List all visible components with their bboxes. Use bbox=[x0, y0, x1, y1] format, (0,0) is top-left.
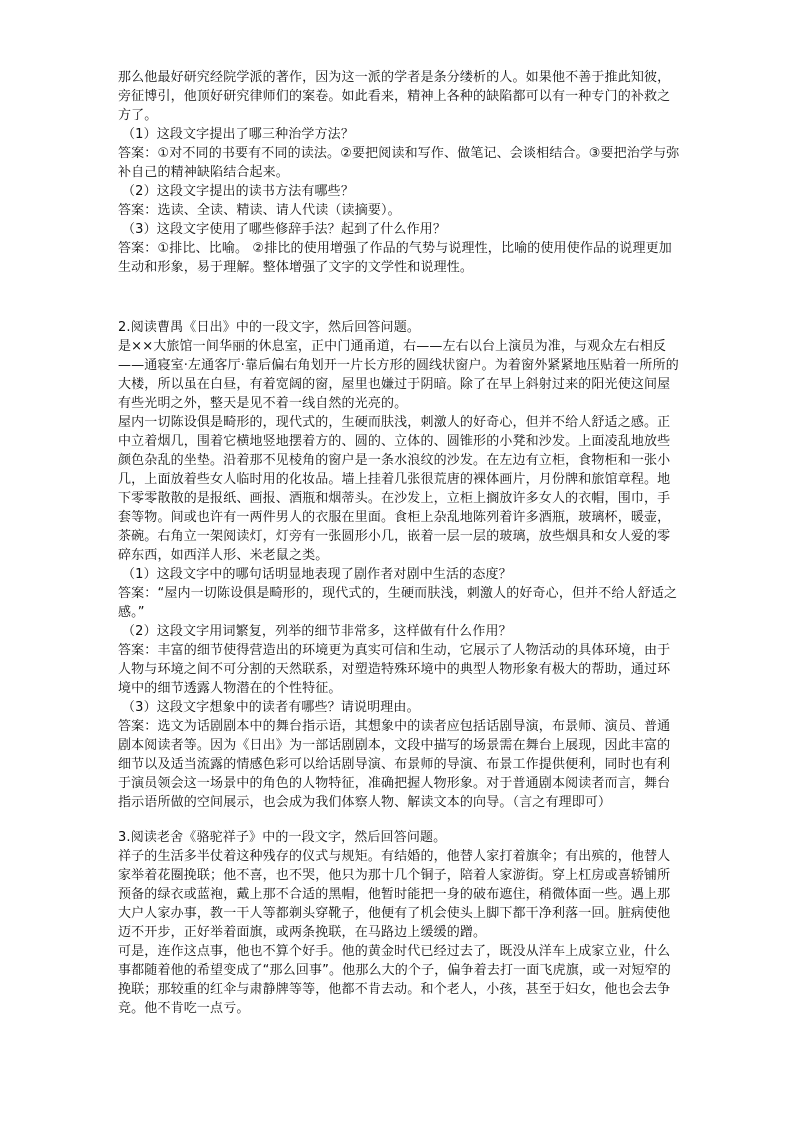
paragraph: 祥子的生活多半仗着这种残存的仪式与规矩。有结婚的，他替人家打着旗伞；有出殡的，他替人家举着花圈挽联；他不喜，也不哭，他只为那十几个铜子，陪着人家游街。穿上杠房或喜轿铺所预备的绿衣或蓝袍，戴上那不合适的黑帽，他暂时能把一身的破布遮住，稍微体面一些。遇上那大户人家办事，教一干人等都剃头穿靴子，他便有了机会使头上脚下都干净利落一回。脏病使他迈不开步，正好举着面旗，或两条挽联，在马路边上缓缓的蹭。 bbox=[118, 849, 671, 940]
paragraph: 可是，连作这点事，他也不算个好手。他的黄金时代已经过去了，既没从洋车上成家立业，什么事都随着他的希望变成了“那么回事”。他那么大的个子，偏争着去打一面飞虎旗，或一对短窄的挽联；那较重的红伞与肃静牌等等，他都不肯去动。和个老人，小孩，甚至于妇女，他也会去争竞。他不肯吃一点亏。 bbox=[118, 944, 671, 1016]
answer: 答案：“屋内一切陈设俱是畸形的，现代式的，生硬而肤浅，刺激人的好奇心，但并不给人舒适之感。” bbox=[118, 586, 678, 620]
answer: 答案：选文为话剧剧本中的舞台指示语，其想象中的读者应包括话剧导演，布景师、演员、普通剧本阅读者等。因为《日出》为一部话剧剧本，文段中描写的场景需在舞台上展现，因此丰富的细节以及适当流露的情感色彩可以给话剧导演、布景师的导演、布景工作提供便利，同时也有利于演员领会这一场景中的角色的人物特征，准确把握人物形象。对于普通剧本阅读者而言，舞台指示语所做的空间展示，也会成为我们体察人物、解读文本的向导。（言之有理即可） bbox=[118, 719, 671, 810]
paragraph: 是××大旅馆一间华丽的休息室，正中门通甬道，右——左右以台上演员为准，与观众左右相反——通寝室·左通客厅·靠后偏右角划开一片长方形的圆线状窗户。为着窗外紧紧地压贴着一所所的大楼，所以虽在白昼，有着宽阔的窗，屋里也嫌过于阴暗。除了在早上斜射过来的阳光使这间屋有些光明之外，整天是见不着一线自然的光亮的。 bbox=[118, 339, 679, 411]
section-heading: 2.阅读曹禺《日出》中的一段文字，然后回答问题。 bbox=[118, 320, 421, 335]
answer: 答案：①排比、比喻。 ②排比的使用增强了作品的气势与说理性，比喻的使用使作品的说理更加生动和形象，易于理解。整体增强了文字的文学性和说理性。 bbox=[118, 241, 672, 275]
answer: 答案：选读、全读、精读、请人代读（读摘要）。 bbox=[118, 203, 401, 218]
answer: 答案：丰富的细节使得营造出的环境更为真实可信和生动，它展示了人物活动的具体环境，由于人物与环境之间不可分割的天然联系，对塑造特殊环境中的典型人物形象有极大的帮助，通过环境中的细节透露人物潜在的个性特征。 bbox=[118, 643, 671, 696]
section-heading: 3.阅读老舍《骆驼祥子》中的一段文字，然后回答问题。 bbox=[118, 830, 447, 845]
section-1 bbox=[118, 68, 683, 277]
question: （3）这段文字想象中的读者有哪些？请说明理由。 bbox=[122, 700, 420, 715]
question: （1）这段文字提出了哪三种治学方法？ bbox=[122, 127, 354, 142]
section-3 bbox=[118, 828, 683, 1018]
paragraph: 那么他最好研究经院学派的著作，因为这一派的学者是条分缕析的人。如果他不善于推此知彼，旁征博引，他顶好研究律师们的案卷。如此看来，精神上各种的缺陷都可以有一种专门的补救之方了。 bbox=[118, 70, 671, 123]
question: （2）这段文字提出的读书方法有哪些？ bbox=[122, 184, 354, 199]
paragraph: 屋内一切陈设俱是畸形的，现代式的，生硬而肤浅，刺激人的好奇心，但并不给人舒适之感。正中立着烟几，围着它横地竖地摆着方的、圆的、立体的、圆锥形的小凳和沙发。上面凌乱地放些颜色杂乱的坐垫。沿着那不见棱角的窗户是一条水浪纹的沙发。在左边有立柜，食物柜和一张小几，上面放着些女人临时用的化妆品。墙上挂着几张很荒唐的裸体画片，月份牌和旅馆章程。地下零零散散的是报纸、画报、酒瓶和烟蒂头。在沙发上，立柜上搁放许多女人的衣帽，围巾，手套等物。间或也许有一两件男人的衣服在里面。食柜上杂乱地陈列着许多酒瓶，玻璃杯，暖壶，茶碗。右角立一架阅读灯，灯旁有一张圆形小几，嵌着一层一层的玻璃，放些烟具和女人爱的零碎东西，如西洋人形、米老鼠之类。 bbox=[118, 415, 671, 563]
answer: 答案：①对不同的书要有不同的读法。②要把阅读和写作、做笔记、会谈相结合。③要把治学与弥补自己的精神缺陷结合起来。 bbox=[118, 146, 680, 180]
question: （3）这段文字使用了哪些修辞手法？起到了什么作用？ bbox=[122, 222, 447, 237]
section-2 bbox=[118, 318, 683, 812]
question: （2）这段文字用词繁复，列举的细节非常多，这样做有什么作用？ bbox=[122, 624, 512, 639]
question: （1）这段文字中的哪句话明显地表现了剧作者对剧中生活的态度？ bbox=[122, 567, 512, 582]
